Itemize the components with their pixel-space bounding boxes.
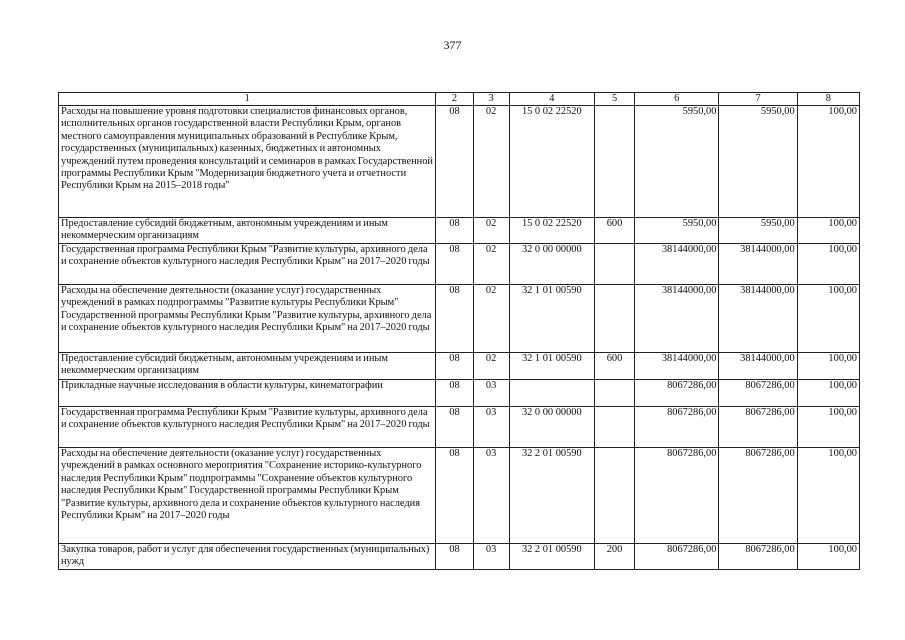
row-amount-col6: 38144000,00 [635, 285, 719, 353]
table-row [59, 244, 860, 285]
table-row [59, 106, 860, 218]
table-row [59, 218, 860, 244]
row-target-article-code: 32 1 01 00590 [509, 353, 594, 380]
row-description: Расходы на обеспечение деятельности (оказание услуг) государственных учреждений в рамках основного мероприятия "Сохранение историко-культурного наследия Республики Крым" подпрограммы "Сохранение объектов культурного наследия Республики Крым" Государственной программы Республики Крым "Развитие культуры, архивного дела и сохранение объектов культурного наследия Республики Крым" на 2017–2020 годы [59, 448, 436, 544]
row-expense-type-code [594, 106, 634, 218]
row-percent-col8: 100,00 [797, 244, 859, 285]
row-section-code: 08 [436, 448, 473, 544]
row-target-article-code: 32 0 00 00000 [509, 244, 594, 285]
row-section-code: 08 [436, 353, 473, 380]
row-expense-type-code [594, 244, 634, 285]
row-description: Государственная программа Республики Крым "Развитие культуры, архивного дела и сохранение объектов культурного наследия Республики Крым" на 2017–2020 годы [59, 407, 436, 448]
table-row [59, 380, 860, 407]
row-percent-col8: 100,00 [797, 448, 859, 544]
row-section-code: 08 [436, 285, 473, 353]
row-amount-col7: 5950,00 [719, 218, 797, 244]
row-target-article-code: 32 1 01 00590 [509, 285, 594, 353]
header-cell: 8 [797, 93, 859, 106]
row-subsection-code: 03 [473, 544, 509, 570]
table-row [59, 285, 860, 353]
row-target-article-code: 32 0 00 00000 [509, 407, 594, 448]
table-row [59, 448, 860, 544]
row-subsection-code: 03 [473, 380, 509, 407]
row-target-article-code: 15 0 02 22520 [509, 106, 594, 218]
row-percent-col8: 100,00 [797, 380, 859, 407]
row-expense-type-code [594, 448, 634, 544]
row-amount-col6: 8067286,00 [635, 380, 719, 407]
row-description: Расходы на обеспечение деятельности (оказание услуг) государственных учреждений в рамках подпрограммы "Развитие культуры Республики Крым" Государственной программы Республики Крым "Развитие культуры, архивного дела и сохранение объектов культурного наследия Республики Крым" на 2017–2020 годы [59, 285, 436, 353]
row-expense-type-code [594, 380, 634, 407]
row-section-code: 08 [436, 380, 473, 407]
table-header-row [59, 93, 860, 106]
row-target-article-code: 15 0 02 22520 [509, 218, 594, 244]
header-cell: 6 [635, 93, 719, 106]
row-amount-col7: 38144000,00 [719, 353, 797, 380]
row-subsection-code: 03 [473, 407, 509, 448]
row-percent-col8: 100,00 [797, 285, 859, 353]
row-amount-col6: 5950,00 [635, 106, 719, 218]
row-amount-col7: 8067286,00 [719, 448, 797, 544]
row-description: Государственная программа Республики Крым "Развитие культуры, архивного дела и сохранение объектов культурного наследия Республики Крым" на 2017–2020 годы [59, 244, 436, 285]
row-description: Предоставление субсидий бюджетным, автономным учреждениям и иным некоммерческим организациям [59, 218, 436, 244]
header-cell: 1 [59, 93, 436, 106]
header-cell: 4 [509, 93, 594, 106]
row-amount-col6: 38144000,00 [635, 353, 719, 380]
row-amount-col7: 8067286,00 [719, 544, 797, 570]
row-subsection-code: 03 [473, 448, 509, 544]
row-subsection-code: 02 [473, 106, 509, 218]
row-expense-type-code: 200 [594, 544, 634, 570]
row-amount-col6: 8067286,00 [635, 407, 719, 448]
row-section-code: 08 [436, 218, 473, 244]
row-percent-col8: 100,00 [797, 353, 859, 380]
row-amount-col7: 8067286,00 [719, 380, 797, 407]
row-percent-col8: 100,00 [797, 218, 859, 244]
page-number: 377 [443, 38, 462, 52]
row-description: Предоставление субсидий бюджетным, автономным учреждениям и иным некоммерческим организациям [59, 353, 436, 380]
row-amount-col6: 8067286,00 [635, 448, 719, 544]
row-section-code: 08 [436, 407, 473, 448]
row-description: Прикладные научные исследования в области культуры, кинематографии [59, 380, 436, 407]
row-expense-type-code: 600 [594, 353, 634, 380]
header-cell: 2 [436, 93, 473, 106]
row-expense-type-code [594, 407, 634, 448]
row-target-article-code: 32 2 01 00590 [509, 448, 594, 544]
header-cell: 3 [473, 93, 509, 106]
row-description: Расходы на повышение уровня подготовки специалистов финансовых органов, исполнительных органов государственной власти Республики Крым, органов местного самоуправления муниципальных образований в Республике Крым, государственных (муниципальных) казенных, бюджетных и автономных учреждений путем проведения консультаций и семинаров в рамках Государственной программы Республики Крым "Модернизация бюджетного учета и отчетности Республики Крым на 2015–2018 годы" [59, 106, 436, 218]
table-row [59, 407, 860, 448]
row-expense-type-code [594, 285, 634, 353]
row-percent-col8: 100,00 [797, 544, 859, 570]
row-section-code: 08 [436, 244, 473, 285]
header-cell: 5 [594, 93, 634, 106]
row-amount-col7: 5950,00 [719, 106, 797, 218]
header-cell: 7 [719, 93, 797, 106]
row-target-article-code [509, 380, 594, 407]
row-subsection-code: 02 [473, 218, 509, 244]
row-subsection-code: 02 [473, 353, 509, 380]
row-amount-col7: 38144000,00 [719, 244, 797, 285]
row-percent-col8: 100,00 [797, 106, 859, 218]
row-amount-col7: 8067286,00 [719, 407, 797, 448]
table-row [59, 544, 860, 570]
budget-table [58, 92, 860, 570]
row-subsection-code: 02 [473, 244, 509, 285]
row-expense-type-code: 600 [594, 218, 634, 244]
row-subsection-code: 02 [473, 285, 509, 353]
row-section-code: 08 [436, 544, 473, 570]
row-amount-col6: 5950,00 [635, 218, 719, 244]
table-row [59, 353, 860, 380]
row-percent-col8: 100,00 [797, 407, 859, 448]
row-amount-col6: 8067286,00 [635, 544, 719, 570]
row-amount-col6: 38144000,00 [635, 244, 719, 285]
row-description: Закупка товаров, работ и услуг для обеспечения государственных (муниципальных) нужд [59, 544, 436, 570]
row-amount-col7: 38144000,00 [719, 285, 797, 353]
row-section-code: 08 [436, 106, 473, 218]
row-target-article-code: 32 2 01 00590 [509, 544, 594, 570]
